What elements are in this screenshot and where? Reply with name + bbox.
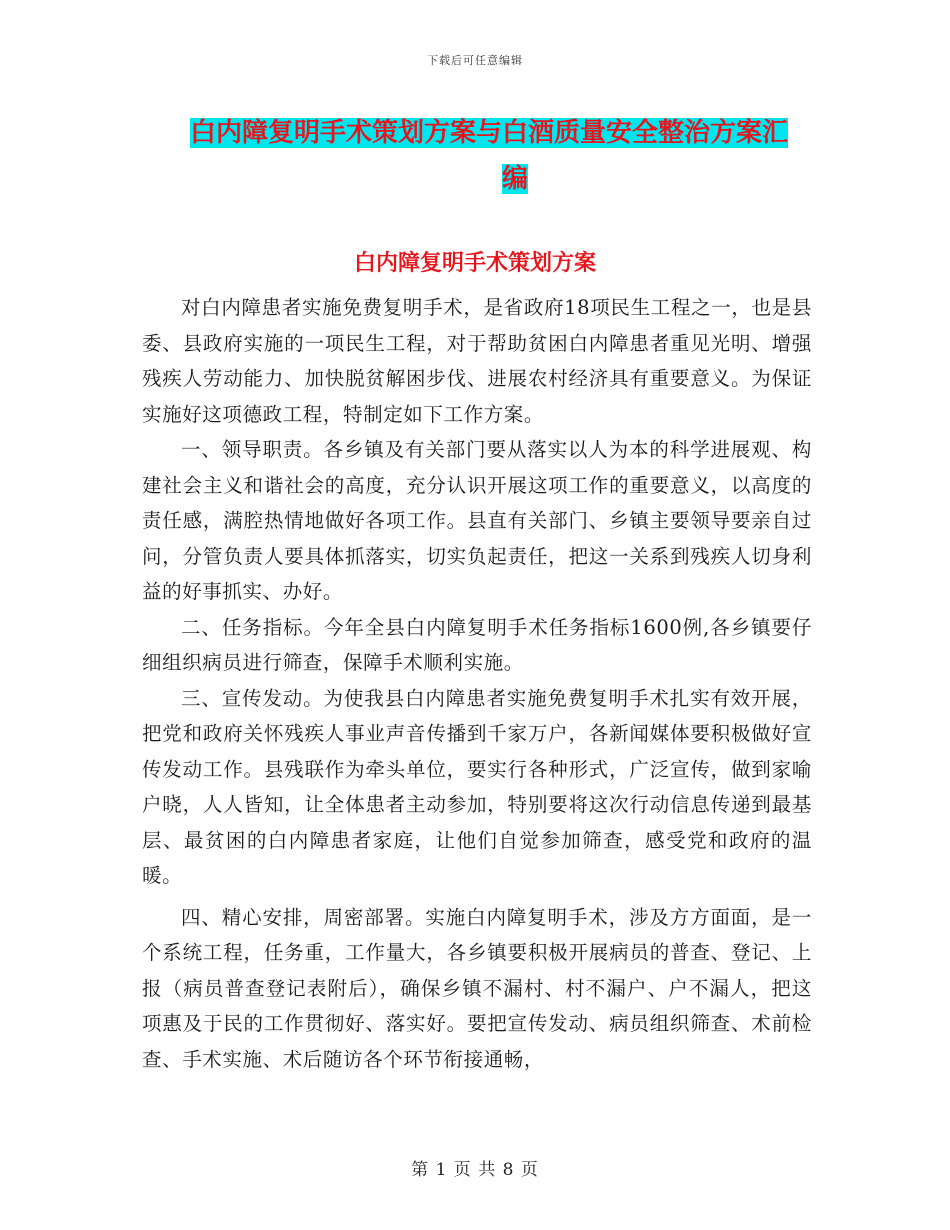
document-title-line2-text: 编 (501, 164, 528, 194)
document-title-line2 (190, 156, 810, 202)
paragraph-publicity: 三、宣传发动。为使我县白内障患者实施免费复明手术扎实有效开展，把党和政府关怀残疾人事业声音传播到千家万户，各新闻媒体要积极做好宣传发动工作。县残联作为牵头单位，要实行各种形式，广泛宣传，做到家喻户晓，人人皆知，让全体患者主动参加，特别要将这次行动信息传递到最基层、最贫困的白内障患者家庭，让他们自觉参加筛查，感受党和政府的温暖。 (142, 686, 812, 887)
paragraph-targets: 二、任务指标。今年全县白内障复明手术任务指标1600例,各乡镇要仔细组织病员进行筛查，保障手术顺利实施。 (142, 615, 812, 674)
document-title (190, 110, 810, 202)
paragraph-leadership: 一、领导职责。各乡镇及有关部门要从落实以人为本的科学进展观、构建社会主义和谐社会的高度，充分认识开展这项工作的重要意义，以高度的责任感，满腔热情地做好各项工作。县直有关部门、乡镇主要领导要亲自过问，分管负责人要具体抓落实，切实负起责任，把这一关系到残疾人切身利益的好事抓实、办好。 (142, 438, 812, 603)
paragraph-intro: 对白内障患者实施免费复明手术，是省政府18项民生工程之一，也是县委、县政府实施的一项民生工程，对于帮助贫困白内障患者重见光明、增强残疾人劳动能力、加快脱贫解困步伐、进展农村经济具有重要意义。为保证实施好这项德政工程，特制定如下工作方案。 (142, 296, 812, 426)
page-number: 第 1 页 共 8 页 (411, 1160, 539, 1180)
paragraph-arrangement: 四、精心安排，周密部署。实施白内障复明手术，涉及方方面面，是一个系统工程，任务重，工作量大，各乡镇要积极开展病员的普查、登记、上报（病员普查登记表附后），确保乡镇不漏村、村不漏户、户不漏人，把这项惠及于民的工作贯彻好、落实好。要把宣传发动、病员组织筛查、术前检查、手术实施、术后随访各个环节衔接通畅， (142, 905, 812, 1071)
section-title: 白内障复明手术策划方案 (353, 250, 596, 276)
document-title-line1-text: 白内障复明手术策划方案与白酒质量安全整治方案汇 (190, 118, 789, 148)
document-title-line1 (190, 110, 810, 156)
document-body (142, 290, 812, 1077)
page-header-note: 下载后可任意编辑 (427, 54, 523, 67)
